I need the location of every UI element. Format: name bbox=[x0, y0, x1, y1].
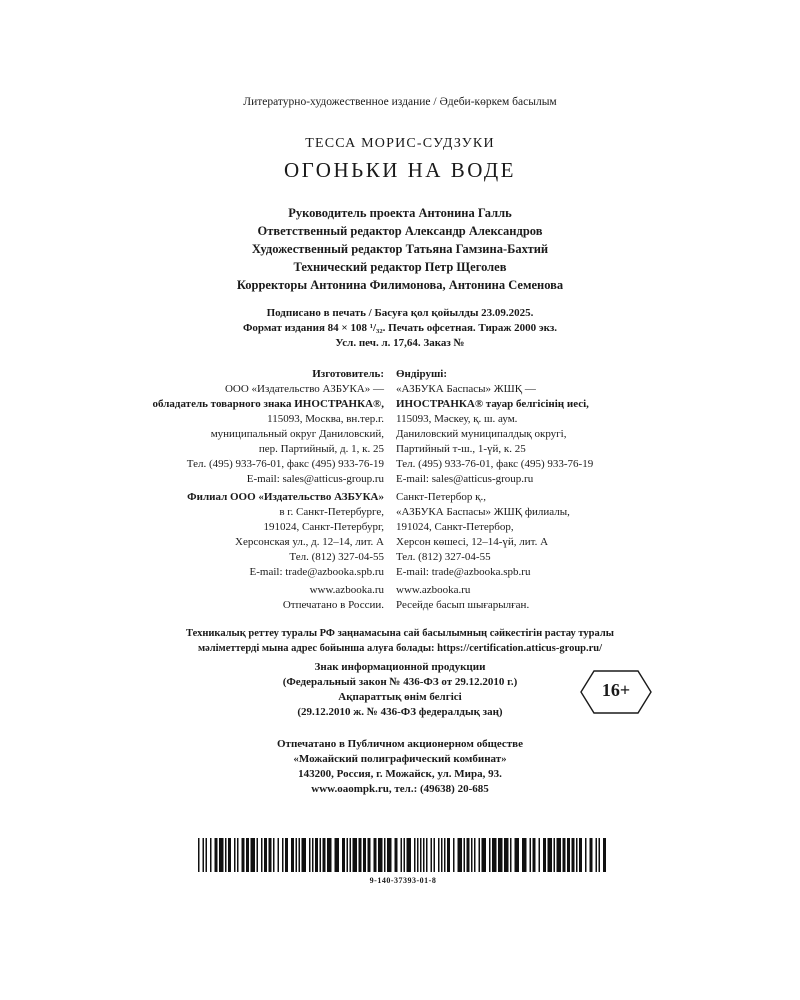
barcode-bar bbox=[246, 838, 249, 872]
barcode-bar bbox=[261, 838, 263, 872]
barcode-bar bbox=[479, 838, 481, 872]
barcode-bar bbox=[557, 838, 562, 872]
address-line: муниципальный округ Даниловский, bbox=[210, 428, 384, 440]
barcode-bar bbox=[441, 838, 443, 872]
barcode-bar bbox=[237, 838, 239, 872]
author-name: ТЕССА МОРИС-СУДЗУКИ bbox=[305, 136, 495, 151]
manufacturer-kz bbox=[396, 367, 593, 616]
barcode-bar bbox=[257, 838, 259, 872]
address-line: «АЗБУКА Баспасы» ЖШҚ филиалы, bbox=[396, 506, 570, 518]
web-kz bbox=[396, 583, 593, 613]
age-rating-badge bbox=[580, 670, 652, 714]
barcode-bar bbox=[414, 838, 416, 872]
barcode-bar bbox=[378, 838, 383, 872]
barcode-bar bbox=[278, 838, 280, 872]
branch-kz bbox=[396, 490, 593, 580]
staff-line: Руководитель проекта Антонина Галль bbox=[288, 206, 512, 220]
barcode-bar bbox=[353, 838, 358, 872]
address-line: пер. Партийный, д. 1, к. 25 bbox=[258, 443, 384, 455]
barcode-bar bbox=[242, 838, 245, 872]
barcode-bar bbox=[504, 838, 509, 872]
barcode-bar bbox=[515, 838, 520, 872]
address-line: 191024, Санкт-Петербор, bbox=[396, 521, 514, 533]
address-line: Партийный т-ш., 1-үй, к. 25 bbox=[396, 443, 526, 455]
staff-line: Технический редактор Петр Щеголев bbox=[293, 260, 507, 274]
isbn-number: 9-140-37393-01-8 bbox=[369, 876, 437, 885]
barcode-bar bbox=[599, 838, 601, 872]
address-line: Отпечатано в России. bbox=[282, 599, 384, 611]
address-line: E-mail: trade@azbooka.spb.ru bbox=[249, 566, 384, 578]
barcode-bar bbox=[539, 838, 541, 872]
barcode-bar bbox=[309, 838, 311, 872]
info-sign-line: Ақпараттық өнім белгісі bbox=[338, 691, 462, 703]
barcode-bar bbox=[291, 838, 294, 872]
print-info-line: Подписано в печать / Басуға қол қойылды 23.09.2025. bbox=[266, 307, 534, 319]
printer-info bbox=[0, 737, 800, 797]
barcode-bar bbox=[234, 838, 236, 872]
barcode-bar bbox=[444, 838, 446, 872]
barcode-bar bbox=[530, 838, 532, 872]
print-info bbox=[0, 306, 800, 351]
barcode-bar bbox=[251, 838, 256, 872]
barcode-bar bbox=[522, 838, 527, 872]
barcode-bar bbox=[563, 838, 566, 872]
barcode-bar bbox=[596, 838, 598, 872]
barcode-bar bbox=[579, 838, 582, 872]
address-line: Херсон көшесі, 12–14-үй, лит. А bbox=[396, 536, 549, 548]
barcode-bar bbox=[417, 838, 419, 872]
barcode-bar bbox=[363, 838, 366, 872]
barcode-bar bbox=[285, 838, 288, 872]
barcode-bar bbox=[299, 838, 301, 872]
address-line: E-mail: trade@azbooka.spb.ru bbox=[396, 566, 531, 578]
info-sign-line: (29.12.2010 ж. № 436-ФЗ федералдық заң) bbox=[297, 706, 503, 718]
address-line: «АЗБУКА Баспасы» ЖШҚ — bbox=[396, 383, 536, 395]
barcode-bar bbox=[225, 838, 227, 872]
barcode-bar bbox=[434, 838, 436, 872]
barcode-bar bbox=[438, 838, 440, 872]
address-line: 115093, Москва, вн.тер.г. bbox=[267, 413, 384, 425]
barcode-bar bbox=[203, 838, 205, 872]
barcode-bar bbox=[282, 838, 284, 872]
barcode-bar bbox=[198, 838, 200, 872]
printer-line: 143200, Россия, г. Можайск, ул. Мира, 93. bbox=[298, 768, 502, 780]
address-line: E-mail: sales@atticus-group.ru bbox=[246, 473, 384, 485]
barcode-bar bbox=[320, 838, 322, 872]
info-sign-line: (Федеральный закон № 436-ФЗ от 29.12.2010 г.) bbox=[282, 676, 518, 688]
barcode-bar bbox=[387, 838, 392, 872]
info-sign-line: Знак информационной продукции bbox=[314, 661, 486, 673]
book-title: ОГОНЬКИ НА ВОДЕ bbox=[284, 158, 516, 182]
barcode-bar bbox=[492, 838, 497, 872]
print-info-line: Формат издания 84 × 108 ¹/₃₂. Печать офсетная. Тираж 2000 экз. bbox=[242, 322, 558, 334]
barcode-bar bbox=[603, 838, 606, 872]
barcode-bar bbox=[350, 838, 352, 872]
barcode-bar bbox=[585, 838, 587, 872]
barcode-bar bbox=[567, 838, 570, 872]
barcode-bar bbox=[210, 838, 212, 872]
manufacturer-heading: Өндіруші: bbox=[396, 368, 447, 380]
staff-line: Художественный редактор Татьяна Гамзина-Бахтий bbox=[251, 242, 549, 256]
barcode-bar bbox=[401, 838, 403, 872]
barcode-bar bbox=[404, 838, 406, 872]
address-line: Тел. (495) 933-76-01, факс (495) 933-76-19 bbox=[186, 458, 384, 470]
address-line: ИНОСТРАНКА® тауар белгісінің иесі, bbox=[396, 398, 589, 410]
address-line: Тел. (495) 933-76-01, факс (495) 933-76-19 bbox=[396, 458, 594, 470]
address-line: в г. Санкт-Петербурге, bbox=[279, 506, 384, 518]
web-ru bbox=[152, 583, 384, 613]
manufacturer-main-kz bbox=[396, 382, 593, 487]
barcode-bar bbox=[407, 838, 412, 872]
address-line: Санкт-Петербор қ., bbox=[396, 491, 486, 503]
barcode-bar bbox=[323, 838, 326, 872]
address-line: обладатель товарного знака ИНОСТРАНКА®, bbox=[152, 398, 384, 410]
barcode-bar bbox=[374, 838, 377, 872]
barcode-bar bbox=[431, 838, 433, 872]
barcode-bar bbox=[554, 838, 556, 872]
address-line: Даниловский муниципалдық округі, bbox=[396, 428, 567, 440]
address-line: E-mail: sales@atticus-group.ru bbox=[396, 473, 534, 485]
staff-line: Корректоры Антонина Филимонова, Антонина Семенова bbox=[236, 278, 564, 292]
barcode-bar bbox=[315, 838, 318, 872]
barcode-bar bbox=[510, 838, 512, 872]
barcode-bar bbox=[269, 838, 272, 872]
barcode-bar bbox=[543, 838, 546, 872]
manufacturer-ru bbox=[152, 367, 384, 616]
barcode-bar bbox=[576, 838, 578, 872]
barcode-bar bbox=[482, 838, 487, 872]
printer-line: «Можайский полиграфический комбинат» bbox=[293, 753, 507, 765]
barcode-bar bbox=[533, 838, 536, 872]
barcode-bar bbox=[548, 838, 553, 872]
series-line: Литературно-художественное издание / Әдеби-көркем басылым bbox=[243, 96, 557, 108]
tech-line: Техникалық реттеу туралы РФ заңнамасына сай басылымның сәйкестігін растау туралы bbox=[186, 628, 614, 639]
barcode-bar bbox=[327, 838, 332, 872]
address-line: Тел. (812) 327-04-55 bbox=[396, 551, 491, 563]
address-line: 191024, Санкт-Петербург, bbox=[263, 521, 384, 533]
printer-line: Отпечатано в Публичном акционерном обществе bbox=[277, 738, 523, 750]
address-line: www.azbooka.ru bbox=[309, 584, 384, 596]
address-line: Филиал ООО «Издательство АЗБУКА» bbox=[187, 491, 384, 503]
barcode-bar bbox=[474, 838, 476, 872]
barcode-bar bbox=[359, 838, 362, 872]
manufacturer-main-ru bbox=[152, 382, 384, 487]
address-line: ООО «Издательство АЗБУКА» — bbox=[224, 383, 384, 395]
barcode-bar bbox=[312, 838, 314, 872]
staff-line: Ответственный редактор Александр Александров bbox=[257, 224, 543, 238]
tech-line: мәліметтерді мына адрес бойынша алуға болады: https://certification.atticus-group.ru/ bbox=[197, 643, 603, 654]
barcode-bar bbox=[215, 838, 218, 872]
barcode-bar bbox=[423, 838, 425, 872]
barcode-bar bbox=[453, 838, 455, 872]
barcode-graphic bbox=[198, 838, 608, 872]
information-product-sign bbox=[0, 660, 800, 720]
manufacturer-heading: Изготовитель: bbox=[312, 368, 384, 380]
barcode-bar bbox=[296, 838, 298, 872]
barcode-bar bbox=[464, 838, 466, 872]
barcode-bar bbox=[228, 838, 231, 872]
barcode-bar bbox=[302, 838, 307, 872]
barcode-bar bbox=[471, 838, 473, 872]
address-line: Ресейде басып шығарылған. bbox=[396, 599, 530, 611]
barcode-bar bbox=[498, 838, 503, 872]
barcode-bar bbox=[368, 838, 371, 872]
barcode-bar bbox=[342, 838, 345, 872]
barcode-bar bbox=[206, 838, 208, 872]
barcode-bar bbox=[447, 838, 450, 872]
barcode-bar bbox=[264, 838, 267, 872]
barcode-bar bbox=[347, 838, 349, 872]
barcode-bar bbox=[395, 838, 398, 872]
barcode-bar bbox=[467, 838, 470, 872]
branch-ru bbox=[152, 490, 384, 580]
barcode-bar bbox=[590, 838, 593, 872]
address-line: 115093, Мәскеу, қ. ш. аум. bbox=[396, 413, 518, 425]
address-line: Херсонская ул., д. 12–14, лит. А bbox=[235, 536, 384, 548]
address-line: www.azbooka.ru bbox=[396, 584, 471, 596]
barcode-bar bbox=[335, 838, 340, 872]
editorial-staff bbox=[0, 204, 800, 294]
barcode-bar bbox=[426, 838, 428, 872]
barcode-bar bbox=[273, 838, 275, 872]
printer-line: www.oaompk.ru, тел.: (49638) 20-685 bbox=[311, 783, 489, 795]
barcode-bar bbox=[384, 838, 386, 872]
barcode-bar bbox=[572, 838, 575, 872]
tech-regulation-note bbox=[0, 626, 800, 656]
barcode-bar bbox=[489, 838, 491, 872]
barcode-bar bbox=[420, 838, 422, 872]
address-line: Тел. (812) 327-04-55 bbox=[289, 551, 384, 563]
barcode-bar bbox=[219, 838, 224, 872]
barcode-bar bbox=[458, 838, 463, 872]
age-rating-label: 16+ bbox=[601, 680, 631, 700]
print-info-line: Усл. печ. л. 17,64. Заказ № bbox=[335, 337, 465, 349]
isbn-barcode bbox=[198, 838, 608, 888]
